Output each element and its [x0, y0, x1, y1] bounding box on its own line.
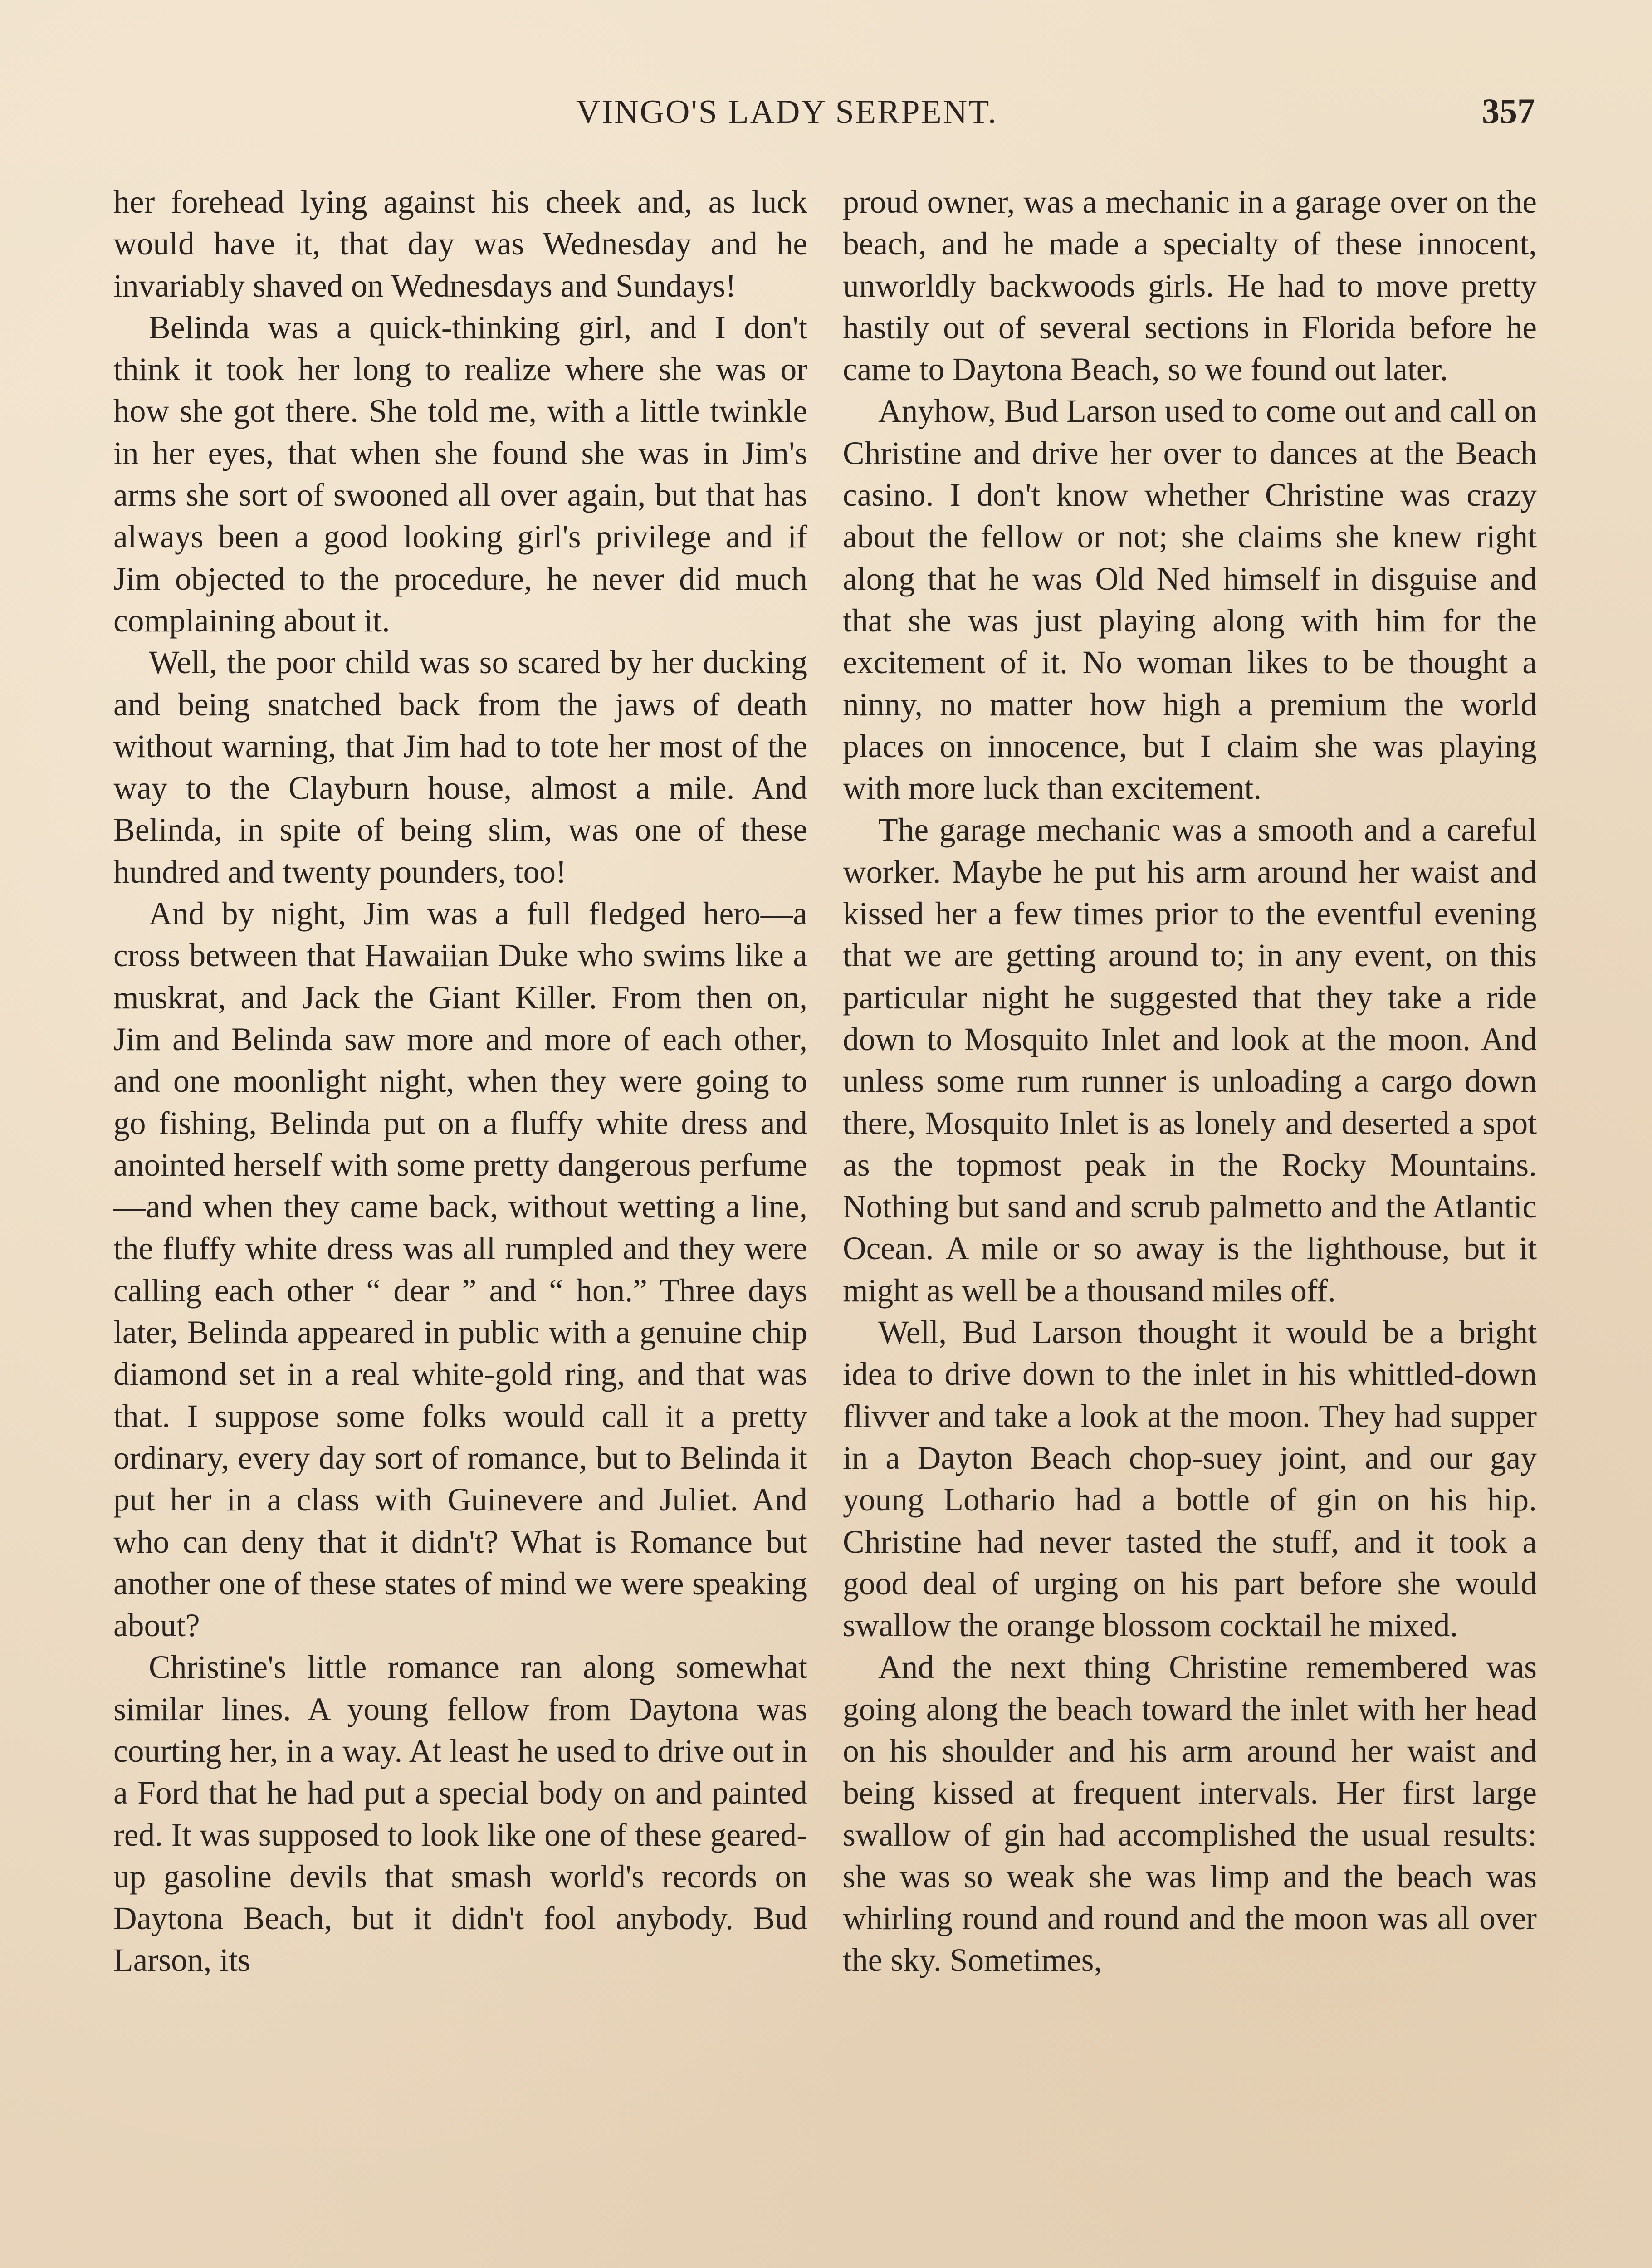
paragraph: her forehead lying against his cheek and, as luck would have it, that day was Wednesday and he invariably shaved on Wednesdays and Sundays! — [113, 184, 807, 304]
paragraph: Christine's little romance ran along somewhat similar lines. A young fellow from Daytona was courting her, in a way. At least he used to drive out in a Ford that he had put a special body on and painted red. It was supposed to look like one of these geared-up gasoline devils that smash world's records on Daytona Beach, but it didn't fool anybody. Bud Larson, its — [113, 1649, 807, 1979]
page-number: 357 — [1482, 91, 1535, 131]
paragraph: Anyhow, Bud Larson used to come out and call on Christine and drive her over to dances at the Beach casino. I don't know whether Christine was crazy about the fellow or not; she claims she knew right along that he was Old Ned himself in disguise and that she was just playing along with him for the excitement of it. No woman likes to be thought a ninny, no matter how high a premium the world places on innocence, but I claim she was playing with more luck than excitement. — [843, 393, 1537, 807]
paragraph: The garage mechanic was a smooth and a careful worker. Maybe he put his arm around her waist and kissed her a few times prior to the eventful evening that we are getting around to; in any event, on this particular night he suggested that they take a ride down to Mosquito Inlet and look at the moon. And unless some rum runner is unloading a cargo down there, Mosquito Inlet is as lonely and deserted a spot as the topmost peak in the Rocky Mountains. Nothing but sand and scrub palmetto and the Atlantic Ocean. A mile or so away is the lighthouse, but it might as well be a thousand miles off. — [843, 812, 1537, 1309]
paragraph: And the next thing Christine remembered was going along the beach toward the inlet with her head on his shoulder and his arm around her waist and being kissed at frequent intervals. Her first large swallow of gin had accomplished the usual results: she was so weak she was limp and the beach was whirling round and round and the moon was all over the sky. Sometimes, — [843, 1649, 1537, 1979]
left-text-column — [113, 181, 807, 1982]
paragraph: proud owner, was a mechanic in a garage over on the beach, and he made a specialty of these innocent, unworldly backwoods girls. He had to move pretty hastily out of several sections in Florida before he came to Daytona Beach, so we found out later. — [843, 184, 1537, 388]
paragraph: Belinda was a quick-thinking girl, and I don't think it took her long to realize where she was or how she got there. She told me, with a little twinkle in her eyes, that when she found she was in Jim's arms she sort of swooned all over again, but that has always been a good looking girl's privilege and if Jim objected to the procedure, he never did much complaining about it. — [113, 309, 807, 639]
running-title: VINGO'S LADY SERPENT. — [576, 93, 998, 131]
paragraph: Well, the poor child was so scared by her ducking and being snatched back from the jaws of death without warning, that Jim had to tote her most of the way to the Clayburn house, almost a mile. And Belinda, in spite of being slim, was one of these hundred and twenty pounders, too! — [113, 645, 807, 890]
paragraph: And by night, Jim was a full fledged hero—a cross between that Hawaiian Duke who swims like a muskrat, and Jack the Giant Killer. From then on, Jim and Belinda saw more and more of each other, and one moonlight night, when they were going to go fishing, Belinda put on a fluffy white dress and anointed herself with some pretty dangerous perfume—and when they came back, without wetting a line, the fluffy white dress was all rumpled and they were calling each other “ dear ” and “ hon.” Three days later, Belinda appeared in public with a genuine chip diamond set in a real white-gold ring, and that was that. I suppose some folks would call it a pretty ordinary, every day sort of romance, but to Belinda it put her in a class with Guinevere and Juliet. And who can deny that it didn't? What is Romance but another one of these states of mind we were speaking about? — [113, 896, 807, 1644]
paragraph: Well, Bud Larson thought it would be a bright idea to drive down to the inlet in his whittled-down flivver and take a look at the moon. They had supper in a Dayton Beach chop-suey joint, and our gay young Lothario had a bottle of gin on his hip. Christine had never tasted the stuff, and it took a good deal of urging on his part before she would swallow the orange blossom cocktail he mixed. — [843, 1315, 1537, 1644]
right-text-column — [843, 181, 1537, 1982]
